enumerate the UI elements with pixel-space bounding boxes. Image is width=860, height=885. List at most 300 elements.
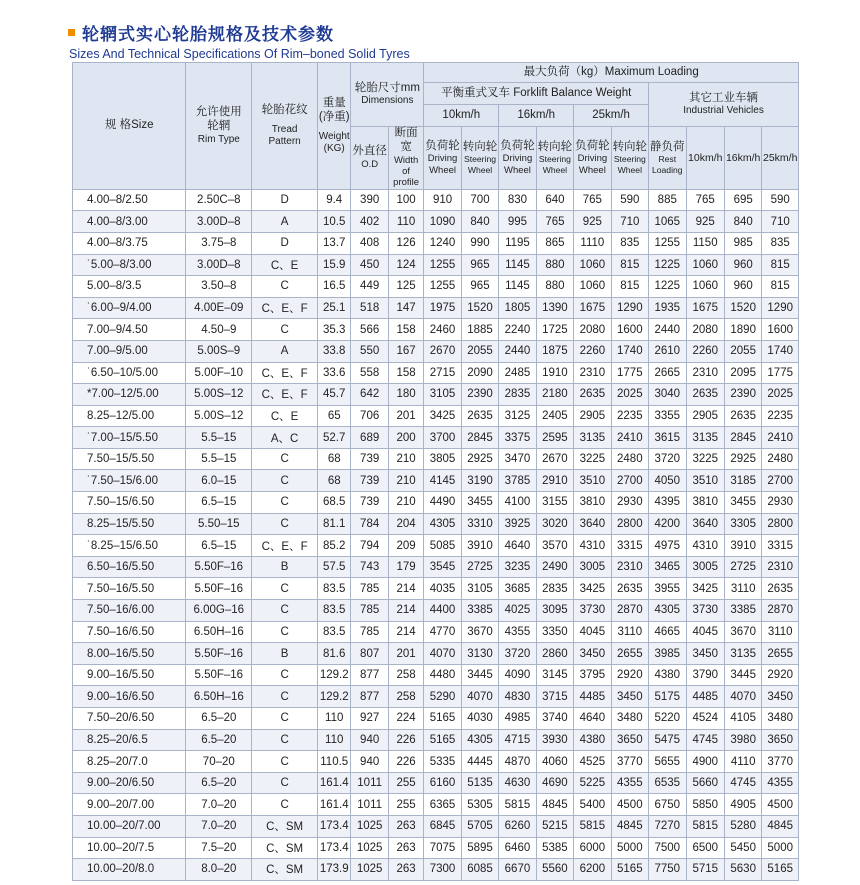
drive-16-cell: 4025 — [499, 600, 536, 622]
drive-16-cell: 1145 — [499, 254, 536, 276]
width-cell: 263 — [388, 837, 423, 859]
weight-cell: 65 — [318, 405, 351, 427]
od-cell: 940 — [351, 751, 388, 773]
steer-25-cell: 1775 — [611, 362, 648, 384]
steer-16-cell: 2835 — [536, 578, 573, 600]
ind-16-cell: 4105 — [724, 708, 761, 730]
ind-25-cell: 2480 — [762, 448, 799, 470]
steer-25-cell: 590 — [611, 189, 648, 211]
table-row — [73, 276, 799, 298]
weight-cell: 9.4 — [318, 189, 351, 211]
steer-16-cell: 880 — [536, 276, 573, 298]
ind-25-cell: 815 — [762, 276, 799, 298]
rest-load-cell: 3955 — [649, 578, 686, 600]
tread-cell: C、E、F — [252, 535, 318, 557]
ind-25-cell: 3315 — [762, 535, 799, 557]
ind-16-cell: 3305 — [724, 513, 761, 535]
ind-16-cell: 3980 — [724, 729, 761, 751]
weight-cell: 129.2 — [318, 664, 351, 686]
drive-10-cell: 2460 — [424, 319, 461, 341]
rim-cell: 8.0–20 — [186, 859, 252, 881]
rim-cell: 4.00E–09 — [186, 297, 252, 319]
steer-16-cell: 5215 — [536, 815, 573, 837]
od-cell: 390 — [351, 189, 388, 211]
size-cell: 8.00–16/5.50 — [73, 643, 186, 665]
steer-16-cell: 2860 — [536, 643, 573, 665]
width-cell: 200 — [388, 427, 423, 449]
drive-10-cell: 5085 — [424, 535, 461, 557]
steer-10-cell: 4030 — [461, 708, 498, 730]
weight-cell: 57.5 — [318, 556, 351, 578]
rim-cell: 2.50C–8 — [186, 189, 252, 211]
ind-10-cell: 3510 — [686, 470, 724, 492]
tread-cell: C — [252, 276, 318, 298]
drive-25-cell: 2905 — [574, 405, 611, 427]
weight-cell: 110 — [318, 708, 351, 730]
steer-10-cell: 3105 — [461, 578, 498, 600]
drive-25-cell: 3510 — [574, 470, 611, 492]
title-block — [68, 20, 410, 61]
ind-16-cell: 3110 — [724, 578, 761, 600]
width-cell: 263 — [388, 859, 423, 881]
drive-16-cell: 4630 — [499, 772, 536, 794]
drive-25-cell: 5815 — [574, 815, 611, 837]
table-row — [73, 686, 799, 708]
size-cell: 7.50–16/6.50 — [73, 621, 186, 643]
header-ind-16: 16km/h — [724, 127, 761, 190]
od-cell: 550 — [351, 340, 388, 362]
tread-cell: A — [252, 340, 318, 362]
header-drive-25 — [574, 127, 611, 190]
ind-10-cell: 3790 — [686, 664, 724, 686]
header-size: 规 格Size — [73, 63, 186, 190]
ind-10-cell: 2080 — [686, 319, 724, 341]
ind-25-cell: 2655 — [762, 643, 799, 665]
drive-10-cell: 3545 — [424, 556, 461, 578]
rest-load-cell: 4395 — [649, 492, 686, 514]
drive-10-cell: 3105 — [424, 384, 461, 406]
drive-16-cell: 3235 — [499, 556, 536, 578]
size-cell: ˙7.50–15/6.00 — [73, 470, 186, 492]
od-cell: 743 — [351, 556, 388, 578]
steer-25-cell: 2700 — [611, 470, 648, 492]
steer-16-cell: 3740 — [536, 708, 573, 730]
header-rim-en: Rim Type — [197, 133, 240, 145]
ind-25-cell: 590 — [762, 189, 799, 211]
steer-25-cell: 1290 — [611, 297, 648, 319]
ind-25-cell: 4500 — [762, 794, 799, 816]
rest-load-cell: 4665 — [649, 621, 686, 643]
weight-cell: 15.9 — [318, 254, 351, 276]
ind-10-cell: 1150 — [686, 232, 724, 254]
table-row — [73, 621, 799, 643]
table-row — [73, 427, 799, 449]
weight-cell: 161.4 — [318, 772, 351, 794]
table-row — [73, 815, 799, 837]
tread-cell: C、SM — [252, 859, 318, 881]
steer-10-cell: 3455 — [461, 492, 498, 514]
od-cell: 706 — [351, 405, 388, 427]
weight-cell: 10.5 — [318, 211, 351, 233]
od-cell: 940 — [351, 729, 388, 751]
header-tread-cn: 轮胎花纹 — [261, 103, 308, 116]
drive-16-cell: 4830 — [499, 686, 536, 708]
drive-10-cell: 4070 — [424, 643, 461, 665]
weight-cell: 35.3 — [318, 319, 351, 341]
od-cell: 450 — [351, 254, 388, 276]
steer-16-cell: 4690 — [536, 772, 573, 794]
drive-25-cell: 3730 — [574, 600, 611, 622]
rim-cell: 7.5–20 — [186, 837, 252, 859]
size-cell: 7.50–16/5.50 — [73, 578, 186, 600]
drive-10-cell: 4400 — [424, 600, 461, 622]
rest-load-cell: 7750 — [649, 859, 686, 881]
header-ind-25: 25km/h — [762, 127, 799, 190]
drive-10-cell: 910 — [424, 189, 461, 211]
weight-cell: 83.5 — [318, 578, 351, 600]
steer-25-cell: 710 — [611, 211, 648, 233]
rest-load-cell: 4200 — [649, 513, 686, 535]
weight-cell: 110 — [318, 729, 351, 751]
size-cell: 7.50–15/6.50 — [73, 492, 186, 514]
rim-cell: 6.5–20 — [186, 729, 252, 751]
ind-16-cell: 3185 — [724, 470, 761, 492]
rim-cell: 5.50–15 — [186, 513, 252, 535]
od-cell: 689 — [351, 427, 388, 449]
drive-16-cell: 3125 — [499, 405, 536, 427]
size-cell: 4.00–8/3.00 — [73, 211, 186, 233]
drive-16-cell: 4640 — [499, 535, 536, 557]
header-weight-cn: 重量 (净重) — [318, 97, 350, 123]
drive-10-cell: 3700 — [424, 427, 461, 449]
ind-25-cell: 2635 — [762, 578, 799, 600]
drive-25-cell: 4380 — [574, 729, 611, 751]
drive-10-cell: 2670 — [424, 340, 461, 362]
rim-cell: 7.0–20 — [186, 794, 252, 816]
width-cell: 258 — [388, 664, 423, 686]
ind-25-cell: 3770 — [762, 751, 799, 773]
drive-25-cell: 765 — [574, 189, 611, 211]
drive-16-cell: 4100 — [499, 492, 536, 514]
steer-25-cell: 3110 — [611, 621, 648, 643]
width-cell: 255 — [388, 772, 423, 794]
steer-16-cell: 1875 — [536, 340, 573, 362]
steer-10-cell: 3445 — [461, 664, 498, 686]
rim-cell: 6.5–20 — [186, 708, 252, 730]
steer-16-cell: 2180 — [536, 384, 573, 406]
header-drive-16 — [499, 127, 536, 190]
table-row — [73, 859, 799, 881]
size-cell: 8.25–20/7.0 — [73, 751, 186, 773]
width-cell: 179 — [388, 556, 423, 578]
steer-16-cell: 3570 — [536, 535, 573, 557]
steer-10-cell: 3670 — [461, 621, 498, 643]
steer-25-cell: 3650 — [611, 729, 648, 751]
header-drive-en: Driving Wheel — [427, 153, 458, 176]
ind-25-cell: 2800 — [762, 513, 799, 535]
weight-cell: 13.7 — [318, 232, 351, 254]
drive-16-cell: 4355 — [499, 621, 536, 643]
width-cell: 204 — [388, 513, 423, 535]
ind-25-cell: 1290 — [762, 297, 799, 319]
rest-load-cell: 1255 — [649, 232, 686, 254]
header-steer-en: Steering Wheel — [538, 154, 571, 175]
rim-cell: 4.50–9 — [186, 319, 252, 341]
tread-cell: C — [252, 470, 318, 492]
drive-25-cell: 3225 — [574, 448, 611, 470]
width-cell: 210 — [388, 448, 423, 470]
rest-load-cell: 3720 — [649, 448, 686, 470]
drive-25-cell: 3640 — [574, 513, 611, 535]
drive-16-cell: 2440 — [499, 340, 536, 362]
width-cell: 158 — [388, 319, 423, 341]
drive-16-cell: 830 — [499, 189, 536, 211]
ind-25-cell: 2930 — [762, 492, 799, 514]
width-cell: 167 — [388, 340, 423, 362]
steer-16-cell: 4845 — [536, 794, 573, 816]
rim-cell: 3.75–8 — [186, 232, 252, 254]
ind-16-cell: 5630 — [724, 859, 761, 881]
table-body — [73, 189, 799, 880]
rim-cell: 5.50F–16 — [186, 556, 252, 578]
ind-25-cell: 1600 — [762, 319, 799, 341]
ind-10-cell: 4524 — [686, 708, 724, 730]
steer-10-cell: 4305 — [461, 729, 498, 751]
weight-cell: 33.6 — [318, 362, 351, 384]
steer-16-cell: 1390 — [536, 297, 573, 319]
rest-load-cell: 3040 — [649, 384, 686, 406]
title-cn: 轮辋式实心轮胎规格及技术参数 — [82, 25, 334, 45]
ind-10-cell: 5815 — [686, 815, 724, 837]
width-cell: 226 — [388, 751, 423, 773]
steer-25-cell: 2930 — [611, 492, 648, 514]
ind-16-cell: 3385 — [724, 600, 761, 622]
header-drive-en: Driving Wheel — [577, 153, 608, 176]
ind-25-cell: 710 — [762, 211, 799, 233]
drive-16-cell: 6670 — [499, 859, 536, 881]
drive-10-cell: 7075 — [424, 837, 461, 859]
size-cell: 6.50–16/5.50 — [73, 556, 186, 578]
rim-cell: 6.50H–16 — [186, 686, 252, 708]
ind-16-cell: 2925 — [724, 448, 761, 470]
ind-25-cell: 4355 — [762, 772, 799, 794]
table-row — [73, 232, 799, 254]
drive-25-cell: 5400 — [574, 794, 611, 816]
ind-25-cell: 5165 — [762, 859, 799, 881]
size-cell: 10.00–20/7.00 — [73, 815, 186, 837]
steer-10-cell: 6085 — [461, 859, 498, 881]
steer-25-cell: 5000 — [611, 837, 648, 859]
steer-10-cell: 965 — [461, 276, 498, 298]
steer-10-cell: 2390 — [461, 384, 498, 406]
steer-10-cell: 2055 — [461, 340, 498, 362]
rim-cell: 5.00S–12 — [186, 405, 252, 427]
rest-load-cell: 6750 — [649, 794, 686, 816]
ind-16-cell: 4905 — [724, 794, 761, 816]
steer-10-cell: 2925 — [461, 448, 498, 470]
tread-cell: A — [252, 211, 318, 233]
ind-10-cell: 5660 — [686, 772, 724, 794]
weight-cell: 68 — [318, 448, 351, 470]
tread-cell: D — [252, 189, 318, 211]
rest-load-cell: 5220 — [649, 708, 686, 730]
header-drive-cn: 负荷轮 — [575, 139, 610, 152]
drive-25-cell: 1060 — [574, 276, 611, 298]
ind-10-cell: 765 — [686, 189, 724, 211]
header-steer-cn: 转向轮 — [537, 140, 573, 153]
tread-cell: C — [252, 600, 318, 622]
table-row — [73, 578, 799, 600]
drive-10-cell: 4490 — [424, 492, 461, 514]
tread-cell: C、E、F — [252, 297, 318, 319]
ind-16-cell: 4070 — [724, 686, 761, 708]
steer-10-cell: 5135 — [461, 772, 498, 794]
rest-load-cell: 1935 — [649, 297, 686, 319]
tread-cell: C、E、F — [252, 362, 318, 384]
ind-10-cell: 3425 — [686, 578, 724, 600]
steer-25-cell: 2410 — [611, 427, 648, 449]
drive-10-cell: 1090 — [424, 211, 461, 233]
steer-25-cell: 2800 — [611, 513, 648, 535]
size-cell: 7.50–16/6.00 — [73, 600, 186, 622]
size-cell: 7.50–15/5.50 — [73, 448, 186, 470]
drive-25-cell: 4640 — [574, 708, 611, 730]
steer-25-cell: 1740 — [611, 340, 648, 362]
drive-16-cell: 3470 — [499, 448, 536, 470]
width-cell: 209 — [388, 535, 423, 557]
drive-16-cell: 2835 — [499, 384, 536, 406]
ind-25-cell: 5000 — [762, 837, 799, 859]
header-width-cn: 断面宽 — [394, 127, 418, 153]
header-rim-cn: 允许使用 轮辋 — [195, 106, 242, 132]
drive-25-cell: 1110 — [574, 232, 611, 254]
ind-10-cell: 2905 — [686, 405, 724, 427]
drive-25-cell: 2260 — [574, 340, 611, 362]
od-cell: 739 — [351, 492, 388, 514]
tread-cell: C、SM — [252, 837, 318, 859]
width-cell: 147 — [388, 297, 423, 319]
header-weight — [318, 63, 351, 190]
drive-25-cell: 925 — [574, 211, 611, 233]
ind-25-cell: 4845 — [762, 815, 799, 837]
rim-cell: 6.5–15 — [186, 492, 252, 514]
rim-cell: 5.00F–10 — [186, 362, 252, 384]
table-row — [73, 340, 799, 362]
tread-cell: C — [252, 319, 318, 341]
drive-16-cell: 1195 — [499, 232, 536, 254]
steer-16-cell: 3930 — [536, 729, 573, 751]
tread-cell: C — [252, 751, 318, 773]
drive-16-cell: 3785 — [499, 470, 536, 492]
steer-25-cell: 4355 — [611, 772, 648, 794]
width-cell: 214 — [388, 578, 423, 600]
ind-25-cell: 2700 — [762, 470, 799, 492]
weight-cell: 81.6 — [318, 643, 351, 665]
tread-cell: C — [252, 492, 318, 514]
od-cell: 877 — [351, 686, 388, 708]
drive-16-cell: 3685 — [499, 578, 536, 600]
drive-16-cell: 3925 — [499, 513, 536, 535]
drive-16-cell: 5815 — [499, 794, 536, 816]
tread-cell: C — [252, 621, 318, 643]
drive-10-cell: 1240 — [424, 232, 461, 254]
tread-cell: C、E — [252, 405, 318, 427]
header-width-en: Width of profile — [393, 154, 420, 189]
ind-25-cell: 2025 — [762, 384, 799, 406]
rim-cell: 6.5–20 — [186, 772, 252, 794]
steer-25-cell: 815 — [611, 254, 648, 276]
steer-10-cell: 1885 — [461, 319, 498, 341]
ind-10-cell: 4485 — [686, 686, 724, 708]
rim-cell: 5.50F–16 — [186, 664, 252, 686]
ind-16-cell: 2095 — [724, 362, 761, 384]
weight-cell: 33.8 — [318, 340, 351, 362]
weight-cell: 83.5 — [318, 621, 351, 643]
tread-cell: C — [252, 772, 318, 794]
tread-cell: C — [252, 578, 318, 600]
width-cell: 214 — [388, 621, 423, 643]
od-cell: 739 — [351, 448, 388, 470]
size-cell: 7.50–20/6.50 — [73, 708, 186, 730]
rest-load-cell: 1225 — [649, 254, 686, 276]
width-cell: 100 — [388, 189, 423, 211]
steer-16-cell: 865 — [536, 232, 573, 254]
width-cell: 226 — [388, 729, 423, 751]
drive-25-cell: 2635 — [574, 384, 611, 406]
tread-cell: C — [252, 708, 318, 730]
weight-cell: 52.7 — [318, 427, 351, 449]
size-cell: 8.25–12/5.00 — [73, 405, 186, 427]
steer-10-cell: 2725 — [461, 556, 498, 578]
header-industrial — [649, 83, 799, 127]
drive-16-cell: 6260 — [499, 815, 536, 837]
steer-25-cell: 4845 — [611, 815, 648, 837]
tread-cell: C — [252, 664, 318, 686]
od-cell: 1011 — [351, 794, 388, 816]
ind-16-cell: 1890 — [724, 319, 761, 341]
table-row — [73, 297, 799, 319]
rim-cell: 6.5–15 — [186, 535, 252, 557]
rest-load-cell: 3615 — [649, 427, 686, 449]
steer-10-cell: 840 — [461, 211, 498, 233]
rest-load-cell: 5175 — [649, 686, 686, 708]
ind-16-cell: 2845 — [724, 427, 761, 449]
table-row — [73, 492, 799, 514]
size-cell: *7.00–12/5.00 — [73, 384, 186, 406]
size-cell: 7.00–9/5.00 — [73, 340, 186, 362]
drive-16-cell: 1805 — [499, 297, 536, 319]
steer-25-cell: 2635 — [611, 578, 648, 600]
ind-25-cell: 2870 — [762, 600, 799, 622]
steer-25-cell: 835 — [611, 232, 648, 254]
rest-load-cell: 2665 — [649, 362, 686, 384]
od-cell: 1025 — [351, 815, 388, 837]
ind-10-cell: 3730 — [686, 600, 724, 622]
ind-16-cell: 4745 — [724, 772, 761, 794]
rest-load-cell: 4305 — [649, 600, 686, 622]
od-cell: 408 — [351, 232, 388, 254]
steer-25-cell: 2870 — [611, 600, 648, 622]
ind-16-cell: 3135 — [724, 643, 761, 665]
ind-10-cell: 2635 — [686, 384, 724, 406]
header-od-cn: 外直径 — [352, 145, 387, 158]
header-dim-cn: 轮胎尺寸mm — [354, 81, 420, 94]
steer-10-cell: 700 — [461, 189, 498, 211]
steer-16-cell: 3350 — [536, 621, 573, 643]
ind-10-cell: 3450 — [686, 643, 724, 665]
drive-10-cell: 4035 — [424, 578, 461, 600]
ind-25-cell: 2410 — [762, 427, 799, 449]
